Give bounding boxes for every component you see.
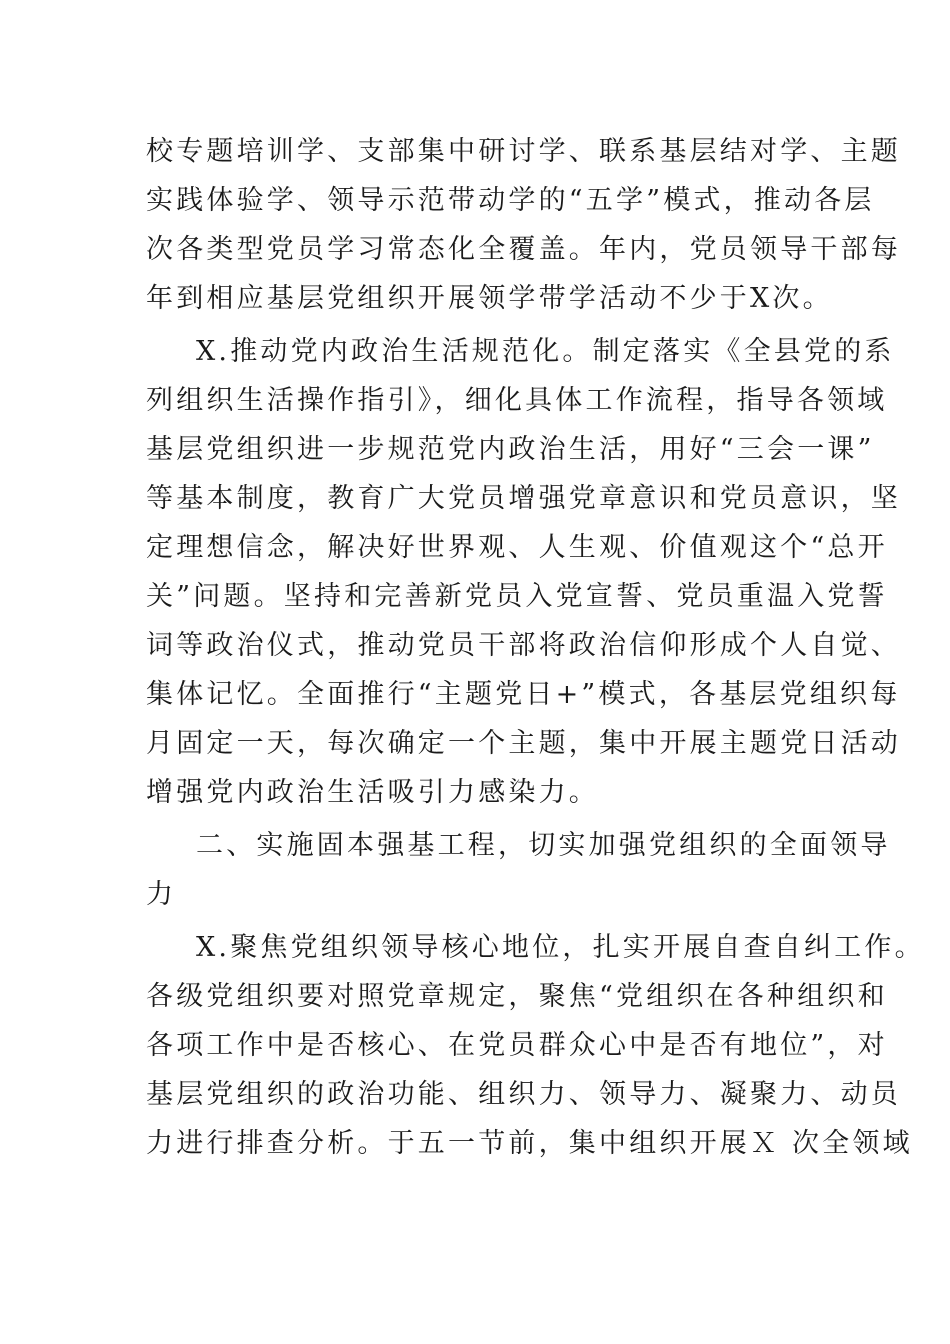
body-text-line: 各项工作中是否核心、在党员群众心中是否有地位”，对	[146, 1030, 888, 1061]
body-text-line: 月固定一天，每次确定一个主题，集中开展主题党日活动	[146, 728, 901, 759]
section-item-heading-line: X.推动党内政治生活规范化。制定落实《全县党的系	[196, 336, 895, 367]
body-text-line: 基层党组织的政治功能、组织力、领导力、凝聚力、动员	[146, 1079, 901, 1110]
body-text-line: 各级党组织要对照党章规定，聚焦“党组织在各种组织和	[146, 981, 888, 1012]
body-text-line: 集体记忆。全面推行“主题党日+”模式，各基层党组织每	[146, 679, 901, 710]
body-text-line: 次各类型党员学习常态化全覆盖。年内，党员领导干部每	[146, 234, 901, 265]
body-text-line: 等基本制度，教育广大党员增强党章意识和党员意识，坚	[146, 483, 901, 514]
body-text-line: 关”问题。坚持和完善新党员入党宣誓、党员重温入党誓	[146, 581, 888, 612]
body-text-line: 校专题培训学、支部集中研讨学、联系基层结对学、主题	[146, 136, 901, 167]
body-text-line: 基层党组织进一步规范党内政治生活，用好“三会一课”	[146, 434, 875, 465]
section-heading-line: 力	[146, 879, 177, 910]
body-text-line: 列组织生活操作指引》，细化具体工作流程，指导各领域	[146, 385, 888, 416]
body-text-line: 定理想信念，解决好世界观、人生观、价值观这个“总开	[146, 532, 888, 563]
section-heading-line: 二、实施固本强基工程，切实加强党组织的全面领导	[196, 830, 891, 861]
body-text-line: 增强党内政治生活吸引力感染力。	[146, 777, 599, 808]
body-text-line: 词等政治仪式，推动党员干部将政治信仰形成个人自觉、	[146, 630, 901, 661]
body-text-line: 年到相应基层党组织开展领学带学活动不少于Ⅹ次。	[146, 283, 833, 314]
body-text-line: 实践体验学、领导示范带动学的“五学”模式，推动各层	[146, 185, 875, 216]
section-item-heading-line: X.聚焦党组织领导核心地位，扎实开展自查自纠工作。	[196, 932, 925, 963]
body-text-line: 力进行排查分析。于五一节前，集中组织开展Ｘ 次全领域	[146, 1128, 913, 1159]
